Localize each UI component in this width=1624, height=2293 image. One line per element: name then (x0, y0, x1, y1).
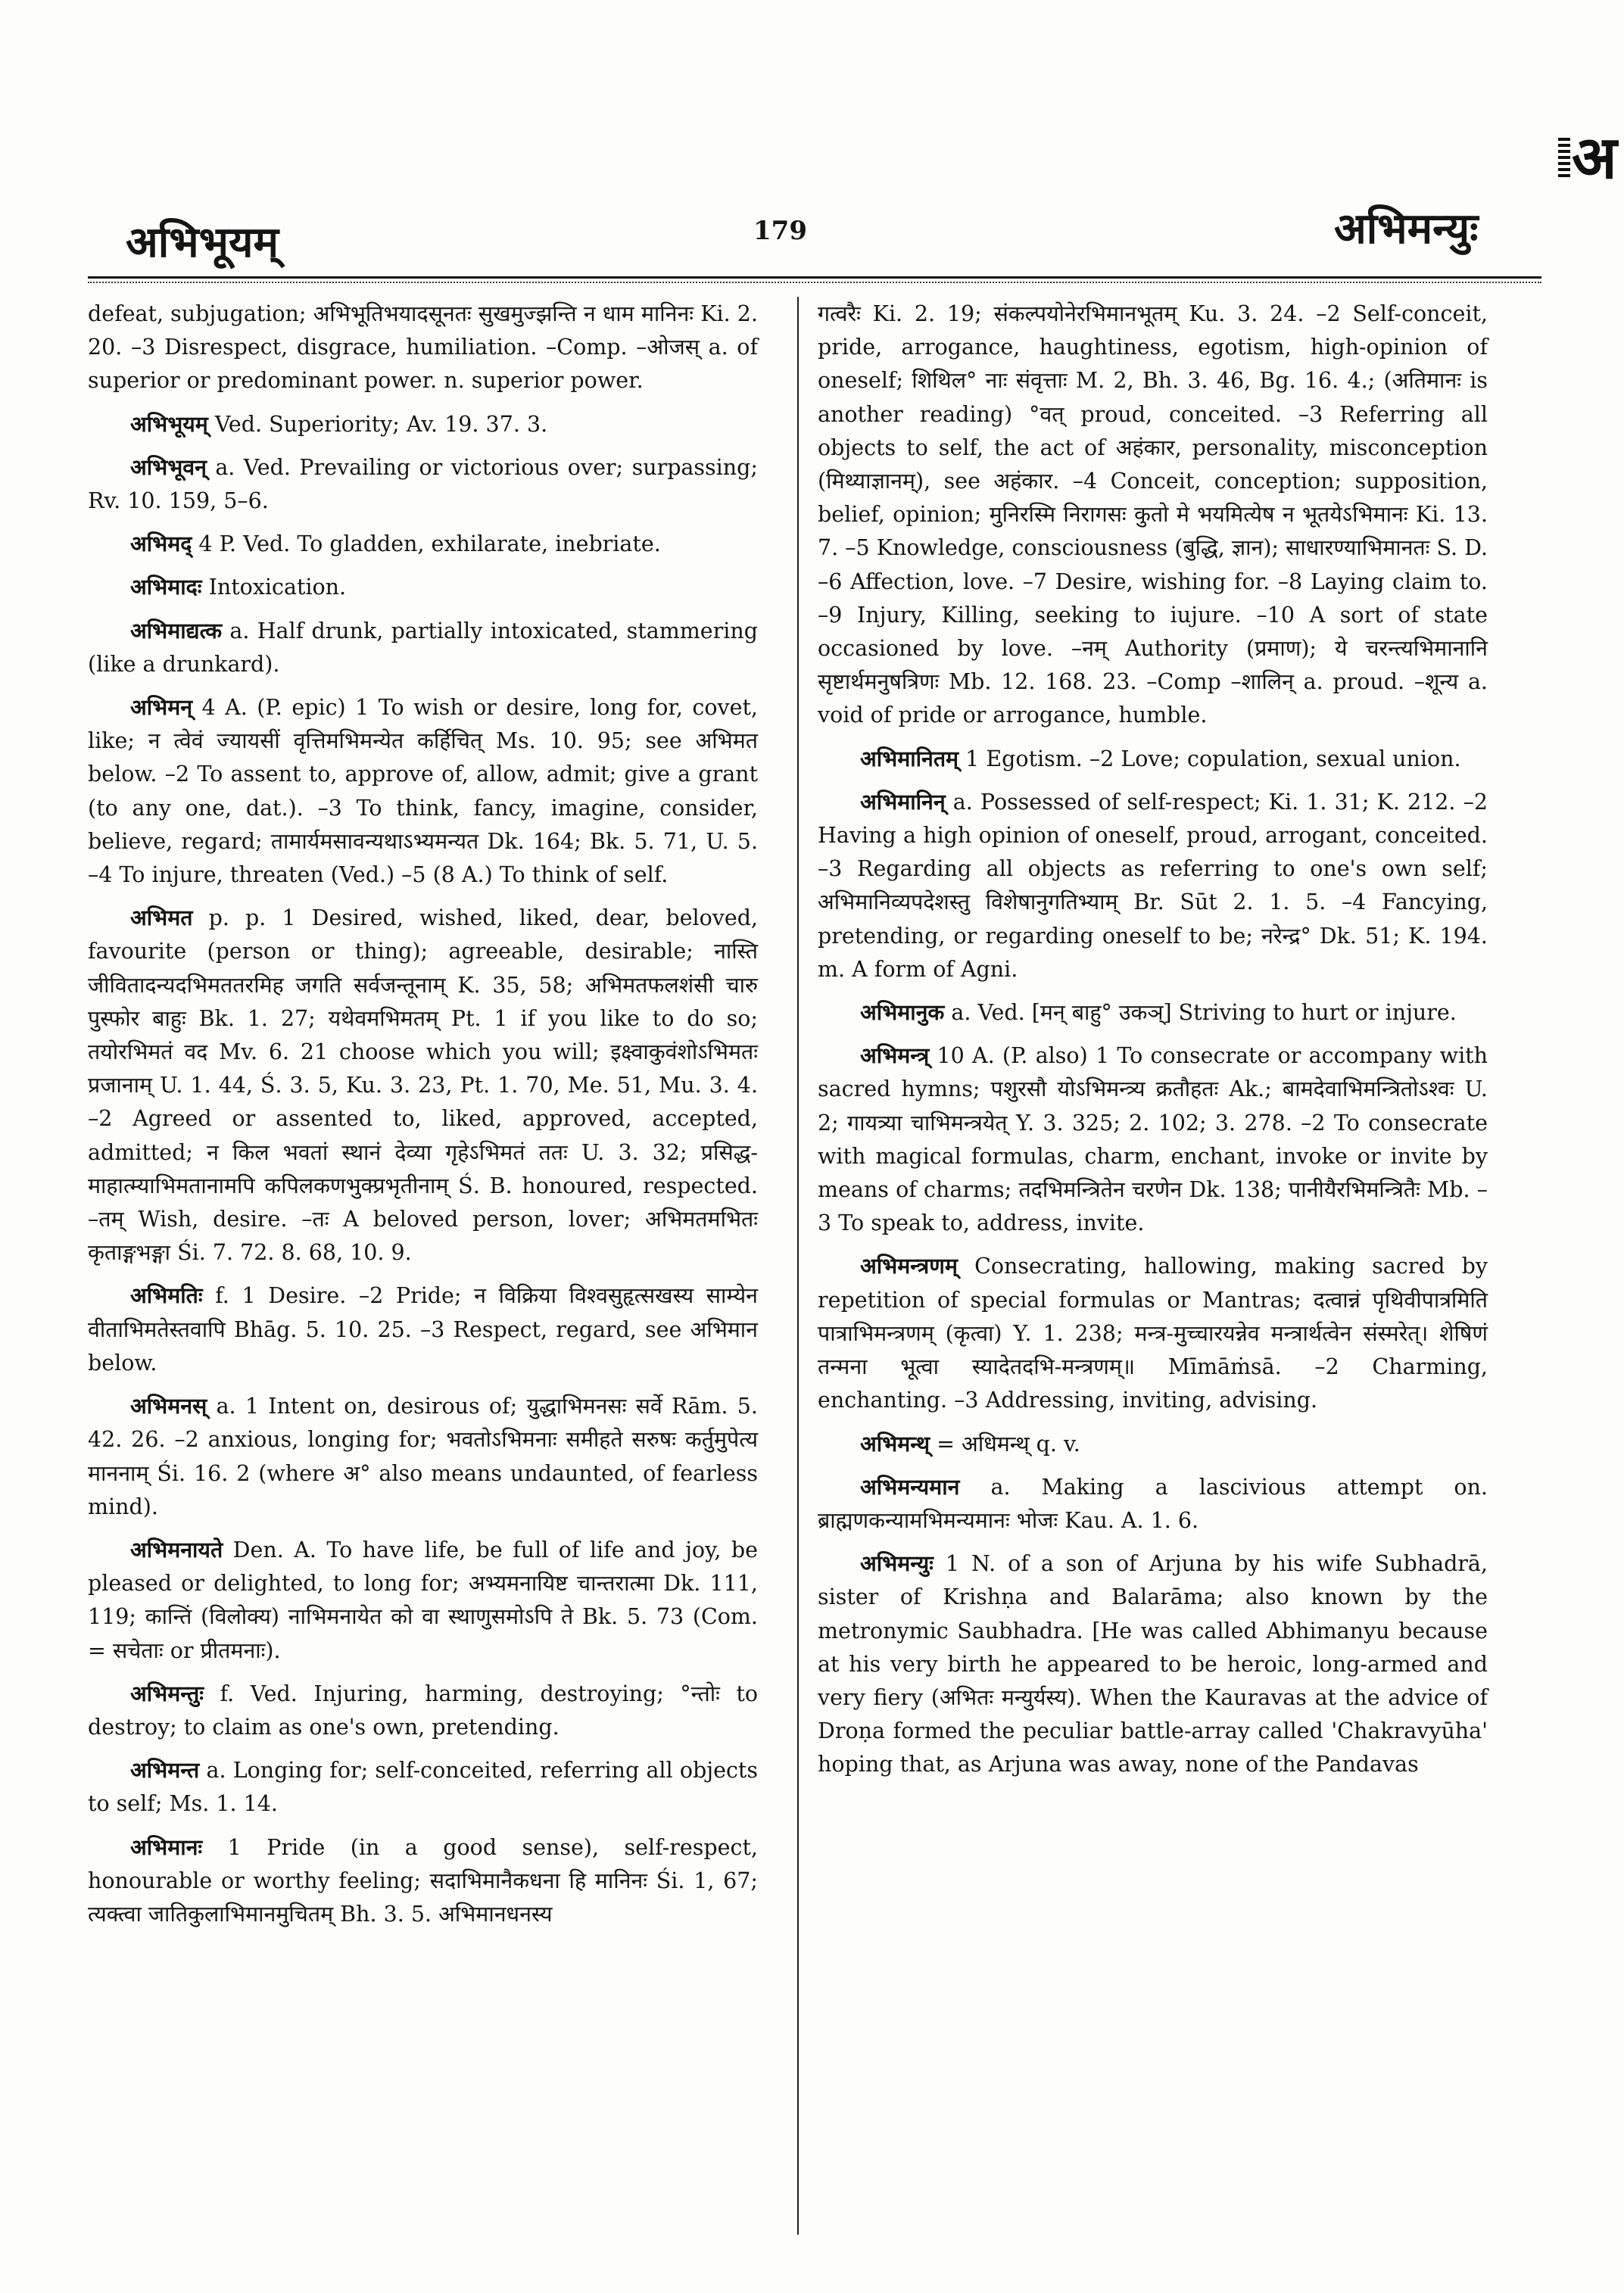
headword: अभिमानः (130, 1833, 203, 1860)
dictionary-entry (818, 297, 1488, 733)
definition: Intoxication. (201, 575, 347, 600)
definition: 1 Pride (in a good sense), self-respect, honourable or worthy feeling; सदाभिमानैकधना हि मानिनः Śi. 1, 67; त्यक्त्वा जातिकुलाभिमानमुचितम् Bh. 3. 5. अभिमानधनस्य (88, 1834, 758, 1927)
dictionary-entry (818, 995, 1488, 1030)
headword: अभिमन्तुः (130, 1680, 204, 1706)
dictionary-entry (88, 1830, 758, 1932)
headword: अभिमनस् (130, 1393, 207, 1419)
running-head-first-word: अभिभूयम् (126, 217, 279, 267)
definition: 1 N. of a son of Arjuna by his wife Subhadrā, sister of Krishṇa and Balarāma; also known by the metronymic Saubhadra. [He was called Abhimanyu because at his very birth he appeared to be heroic, long-armed and very fiery (अभितः मन्युर्यस्य). When the Kauravas at the advice of Droṇa formed the peculiar battle-array called 'Chakravyūha' hoping that, as Arjuna was away, none of the Pandavas (818, 1551, 1488, 1777)
headword: अभिभूयम् (130, 410, 208, 437)
dictionary-entry (88, 297, 758, 398)
dictionary-entry (88, 450, 758, 518)
headword: अभिमद् (130, 531, 192, 557)
dictionary-entry (88, 570, 758, 604)
definition: a. Making a lascivious attempt on. ब्राह्मणकन्यामभिमन्यमानः भोजः Kau. A. 1. 6. (818, 1474, 1488, 1533)
headword: अभिमन् (130, 694, 193, 721)
definition: a. Half drunk, partially intoxicated, stammering (like a drunkard). (88, 618, 758, 677)
headword: अभिमन्त्रणम् (860, 1253, 958, 1279)
header-rule (88, 276, 1541, 279)
headword: अभिमन्त्र् (860, 1042, 930, 1069)
definition: 1 Egotism. –2 Love; copulation, sexual union. (959, 746, 1461, 771)
headword: अभिमानिन् (860, 788, 946, 815)
headword: अभिमन्यमान (860, 1473, 960, 1500)
page-number: 179 (753, 216, 807, 246)
running-head-last-word: अभिमन्युः (1334, 204, 1479, 254)
headword: अभिभूवन् (130, 453, 207, 480)
headword: अभिमत (130, 905, 193, 931)
definition: Ved. Superiority; Av. 19. 37. 3. (207, 411, 548, 437)
headword: अभिमन्थ् (860, 1430, 930, 1456)
dictionary-entry (818, 1470, 1488, 1537)
definition: a. Longing for; self-conceited, referring all objects to self; Ms. 1. 14. (88, 1758, 758, 1817)
dictionary-entry (88, 901, 758, 1270)
dictionary-entry (818, 1249, 1488, 1417)
definition: a. Ved. [मन् बाहु° उकञ्] Striving to hurt or injure. (944, 1000, 1457, 1026)
dictionary-entry (88, 614, 758, 681)
definition: 10 A. (P. also) 1 To consecrate or accompany with sacred hymns; पशुरसौ योऽभिमन्त्र्य क्रतौहतः Ak.; बामदेवाभिमन्त्रितोऽश्वः U. 2; गायत्र्या चाभिमन्त्रयेत् Y. 3. 325; 2. 102; 3. 278. –2 To consecrate with magical formulas, charm, enchant, invoke or invite by means of charms; तदभिमन्त्रितेन चरणेन Dk. 138; पानीयैरभिमन्त्रितैः Mb. –3 To speak to, address, invite. (818, 1043, 1488, 1236)
column-divider (797, 297, 799, 2235)
definition: defeat, subjugation; अभिभूतिभयादसूनतः सुखमुज्झन्ति न धाम मानिनः Ki. 2. 20. –3 Disrespect, disgrace, humiliation. –Comp. –ओजस् a. of superior or predominant power. n. superior power. (88, 301, 758, 394)
headword: अभिमानुक (860, 999, 945, 1026)
left-column (88, 297, 758, 1931)
dictionary-entry (818, 785, 1488, 986)
definition: 4 P. Ved. To gladden, exhilarate, inebriate. (192, 531, 661, 557)
dictionary-entry (88, 1533, 758, 1668)
thumb-bars (1558, 138, 1570, 180)
headword: अभिमन्युः (860, 1550, 934, 1577)
dictionary-entry (818, 1547, 1488, 1781)
dictionary-entry (88, 1389, 758, 1524)
headword: अभिमाद्यत्क (130, 617, 223, 643)
definition: Den. A. To have life, be full of life and joy, be pleased or delighted, to long for; अभ्यमनायिष्ट चान्तरात्मा Dk. 111, 119; कान्तिं (विलोक्य) नाभिमनायेत को वा स्थाणुसमोऽपि ते Bk. 5. 73 (Com. = सचेताः or प्रीतमनाः). (88, 1537, 758, 1663)
headword: अभिमादः (130, 574, 202, 600)
definition: गत्वरैः Ki. 2. 19; संकल्पयोनेरभिमानभूतम् Ku. 3. 24. –2 Self-conceit, pride, arrogance, haughtiness, egotism, high-opinion of oneself; शिथिल° नाः संवृत्ताः M. 2, Bh. 3. 46, Bg. 16. 4.; (अतिमानः is another reading) °वत् proud, conceited. –3 Referring all objects to self, the act of अहंकार, personality, misconception (मिथ्याज्ञानम्), see अहंकार. –4 Conceit, conception; supposition, belief, opinion; मुनिरस्मि निरागसः कुतो मे भयमित्येष न भूतयेऽभिमानः Ki. 13. 7. –5 Knowledge, consciousness (बुद्धि, ज्ञान); साधारण्याभिमानतः S. D. –6 Affection, love. –7 Desire, wishing for. –8 Laying claim to. –9 Injury, Killing, seeking to iujure. –10 A sort of state occasioned by love. –नम् Authority (प्रमाण); ये चरन्त्यभिमानानि सृष्टार्थमनुषत्रिणः Mb. 12. 168. 23. –Comp –शालिन् a. proud. –शून्य a. void of pride or arrogance, humble. (818, 301, 1488, 728)
dictionary-entry (818, 1039, 1488, 1240)
thumb-index-letter: अ (1572, 123, 1617, 192)
dictionary-entry (88, 1677, 758, 1744)
headword: अभिमन्त (130, 1757, 200, 1784)
definition: a. Possessed of self-respect; Ki. 1. 31; K. 212. –2 Having a high opinion of oneself, proud, arrogant, conceited. –3 Regarding all objects as referring to one's own self; अभिमानिव्यपदेशस्तु विशेषानुगतिभ्याम् Br. Sūt 2. 1. 5. –4 Fancying, pretending, or regarding oneself to be; नरेन्द्र° Dk. 51; K. 194. m. A form of Agni. (818, 789, 1488, 982)
dictionary-entry (88, 1753, 758, 1821)
definition: a. 1 Intent on, desirous of; युद्धाभिमनसः सर्वे Rām. 5. 42. 26. –2 anxious, longing for; भवतोऽभिमनाः समीहते सरुषः कर्तुमुपेत्य माननाम् Śi. 16. 2 (where अ° also means undaunted, of fearless mind). (88, 1394, 758, 1519)
definition: f. 1 Desire. –2 Pride; न विक्रिया विश्वसुहृत्सखस्य साम्येन वीताभिमतेस्तवापि Bhāg. 5. 10. 25. –3 Respect, regard, see अभिमान below. (88, 1283, 758, 1375)
definition: f. Ved. Injuring, harming, destroying; °न्तोः to destroy; to claim as one's own, pretending. (88, 1681, 758, 1740)
headword: अभिमानितम् (860, 745, 959, 771)
definition: p. p. 1 Desired, wished, liked, dear, beloved, favourite (person or thing); agreeable, desirable; नास्ति जीवितादन्यदभिमततरमिह जगति सर्वजन्तूनाम् K. 35, 58; अभिमतफलशंसी चारु पुस्फोर बाहुः Bk. 1. 27; यथेवमभिमतम् Pt. 1 if you like to do so; तयोरभिमतं वद Mv. 6. 21 choose which you will; इक्ष्वाकुवंशोऽभिमतः प्रजानाम् U. 1. 44, Ś. 3. 5, Ku. 3. 23, Pt. 1. 70, Me. 51, Mu. 3. 4. –2 Agreed or assented to, liked, approved, accepted, admitted; न किल भवतां स्थानं देव्या गृहेऽभिमतं ततः U. 3. 32; प्रसिद्ध-माहात्म्याभिमतानामपि कपिलकणभुक्प्रभृतीनाम् Ś. B. honoured, respected. –तम् Wish, desire. –तः A beloved person, lover; अभिमतमभितः कृताङ्गभङ्गा Śi. 7. 72. 8. 68, 10. 9. (88, 905, 758, 1266)
right-column (818, 297, 1488, 1782)
definition: a. Ved. Prevailing or victorious over; surpassing; Rv. 10. 159, 5–6. (88, 454, 758, 514)
dictionary-entry (88, 407, 758, 441)
dictionary-entry (818, 1427, 1488, 1461)
dictionary-entry (88, 690, 758, 892)
dictionary-entry (818, 742, 1488, 776)
definition: Consecrating, hallowing, making sacred by repetition of special formulas or Mantras; दत्वान्नं पृथिवीपात्रमिति पात्राभिमन्त्रणम् (कृत्वा) Y. 1. 238; मन्त्र-मुच्चारयन्नेव मन्त्रार्थत्वेन संस्मरेत्। शेषिणं तन्मना भूत्वा स्यादेतदभि-मन्त्रणम्॥ Mīmāṁsā. –2 Charming, enchanting. –3 Addressing, inviting, advising. (818, 1254, 1488, 1413)
thumb-index-tab (1558, 123, 1619, 198)
header-dotted-rule (88, 282, 1541, 283)
headword: अभिमनायते (130, 1536, 223, 1562)
dictionary-entry (88, 1279, 758, 1380)
definition: 4 A. (P. epic) 1 To wish or desire, long for, covet, like; न त्वेवं ज्यायसीं वृत्तिमभिमन्येत कर्हिचित् Ms. 10. 95; see अभिमत below. –2 To assent to, approve of, allow, admit; give a grant (to any one, dat.). –3 To think, fancy, imagine, consider, believe, regard; तामार्यमसावन्यथाऽभ्यमन्यत Dk. 164; Bk. 5. 71, U. 5. –4 To injure, threaten (Ved.) –5 (8 A.) To think of self. (88, 695, 758, 888)
dictionary-entry (88, 527, 758, 561)
headword: अभिमतिः (130, 1282, 203, 1309)
definition: = अधिमन्थ् q. v. (930, 1431, 1080, 1456)
